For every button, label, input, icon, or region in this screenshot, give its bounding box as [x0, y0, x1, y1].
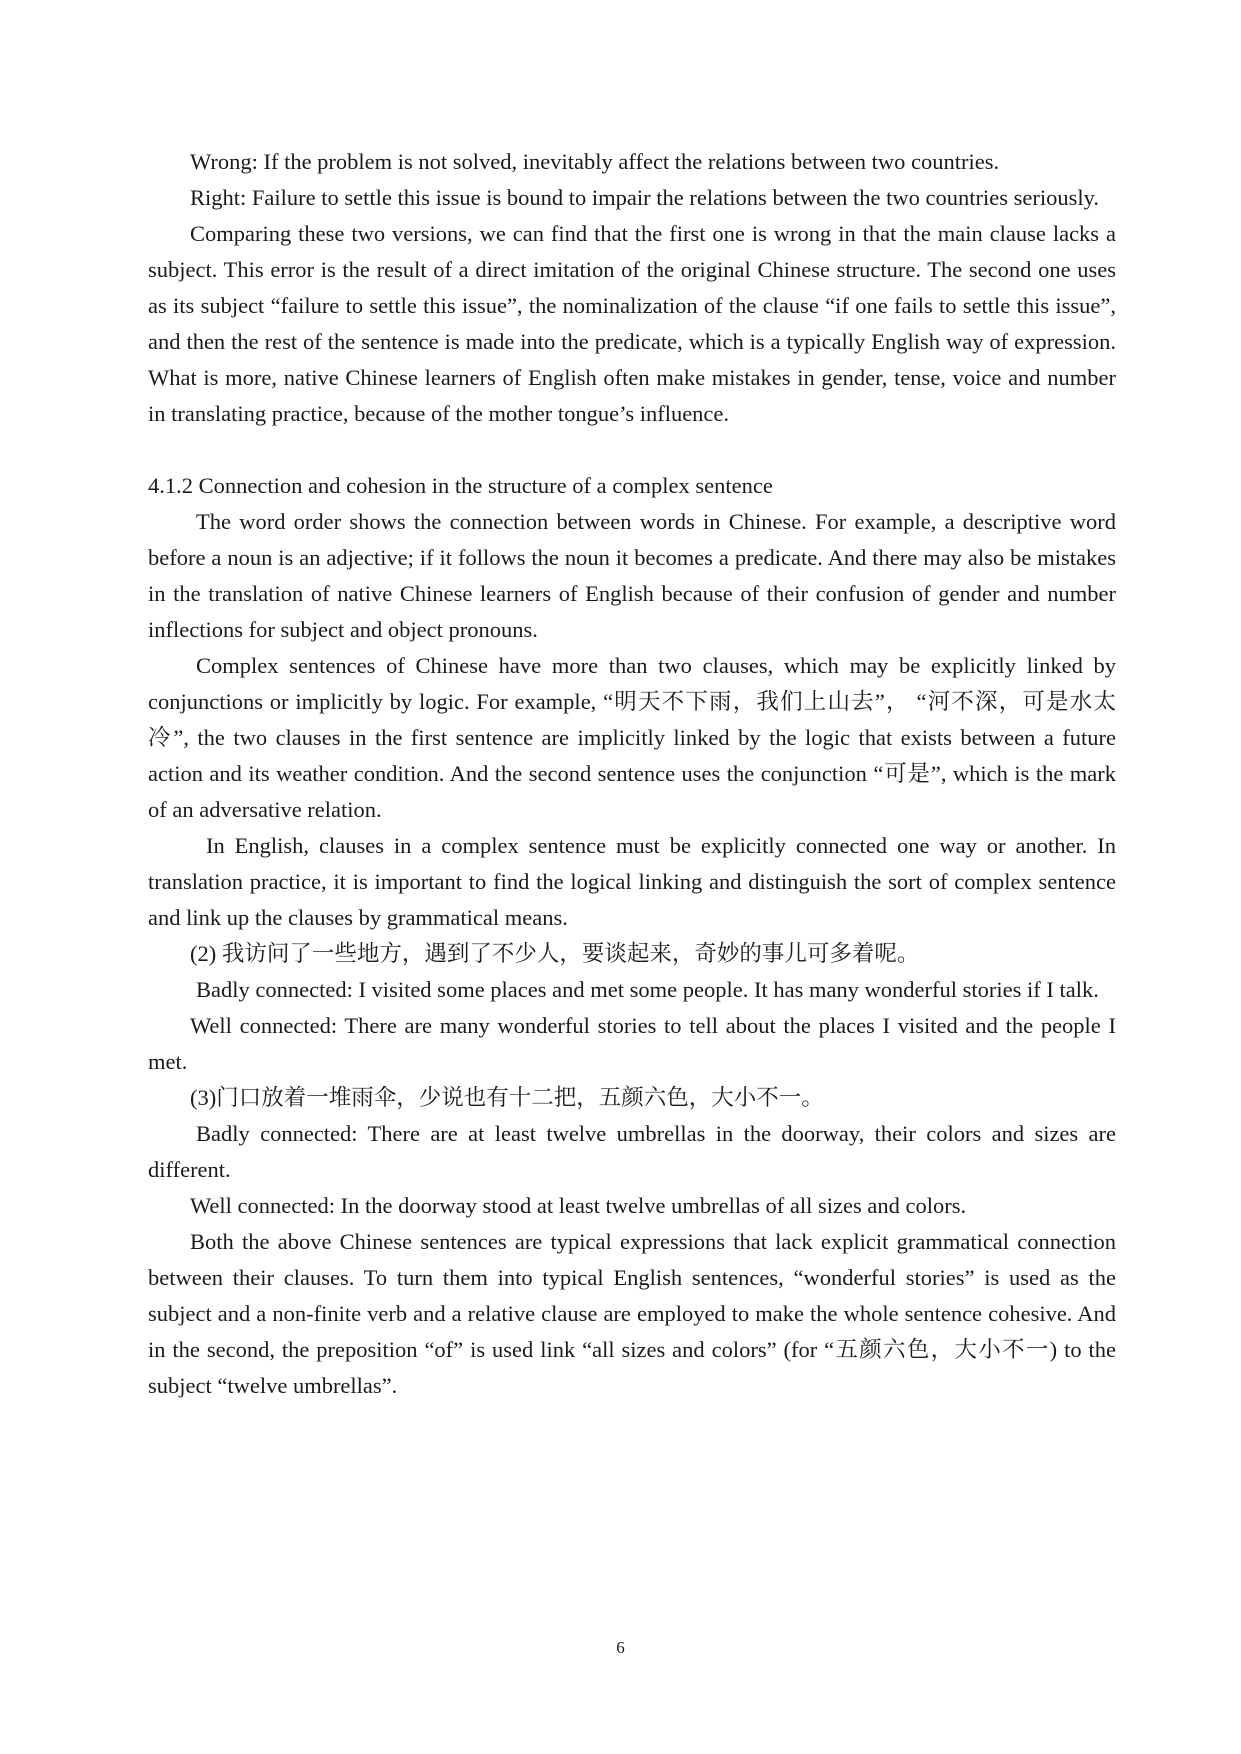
- paragraph-right-example: Right: Failure to settle this issue is bound to impair the relations between the two countries seriously.: [190, 185, 1100, 210]
- example-2-well-connected: Well connected: There are many wonderful stories to tell about the places I visited and the people I met.: [148, 1013, 1116, 1074]
- section-heading: 4.1.2 Connection and cohesion in the structure of a complex sentence: [148, 473, 773, 498]
- paragraph-conclusion: Both the above Chinese sentences are typical expressions that lack explicit grammatical connection between their clauses. To turn them into typical English sentences, “wonderful stories” is used as the subject and a non-finite verb and a relative clause are employed to make the whole sentence cohesive. And in the second, the preposition “of” is used link “all sizes and colors” (for “五颜六色，大小不一) to the subject “twelve umbrellas”.: [148, 1229, 1116, 1398]
- page-number: 6: [616, 1638, 625, 1657]
- paragraph-word-order: The word order shows the connection between words in Chinese. For example, a descriptive word before a noun is an adjective; if it follows the noun it becomes a predicate. And there may also be mistakes in the translation of native Chinese learners of English because of their confusion of gender and number inflections for subject and object pronouns.: [148, 509, 1116, 642]
- paragraph-wrong-example: Wrong: If the problem is not solved, inevitably affect the relations between two countries.: [190, 149, 1000, 174]
- paragraph-complex-sentences: Complex sentences of Chinese have more than two clauses, which may be explicitly linked by conjunctions or implicitly by logic. For example, “明天不下雨，我们上山去”， “河不深，可是水太冷”, the two clauses in the first sentence are implicitly linked by the logic that exists between a future action and its weather condition. And the second sentence uses the conjunction “可是”, which is the mark of an adversative relation.: [148, 653, 1116, 822]
- example-2-chinese: (2) 我访问了一些地方，遇到了不少人，要谈起来，奇妙的事儿可多着呢。: [190, 941, 920, 966]
- page-body: [148, 144, 1116, 1404]
- paragraph-english-clauses: In English, clauses in a complex sentence must be explicitly connected one way or another. In translation practice, it is important to find the logical linking and distinguish the sort of complex sentence and link up the clauses by grammatical means.: [148, 833, 1116, 930]
- example-3-chinese: (3)门口放着一堆雨伞，少说也有十二把，五颜六色，大小不一。: [190, 1085, 824, 1110]
- paragraph-comparison: Comparing these two versions, we can find that the first one is wrong in that the main clause lacks a subject. This error is the result of a direct imitation of the original Chinese structure. The second one uses as its subject “failure to settle this issue”, the nominalization of the clause “if one fails to settle this issue”, and then the rest of the sentence is made into the predicate, which is a typically English way of expression. What is more, native Chinese learners of English often make mistakes in gender, tense, voice and number in translating practice, because of the mother tongue’s influence.: [148, 221, 1116, 426]
- example-3-badly-connected: Badly connected: There are at least twelve umbrellas in the doorway, their colors and sizes are different.: [148, 1121, 1116, 1182]
- example-2-badly-connected: Badly connected: I visited some places and met some people. It has many wonderful stories if I talk.: [196, 977, 1099, 1002]
- example-3-well-connected: Well connected: In the doorway stood at least twelve umbrellas of all sizes and colors.: [190, 1193, 967, 1218]
